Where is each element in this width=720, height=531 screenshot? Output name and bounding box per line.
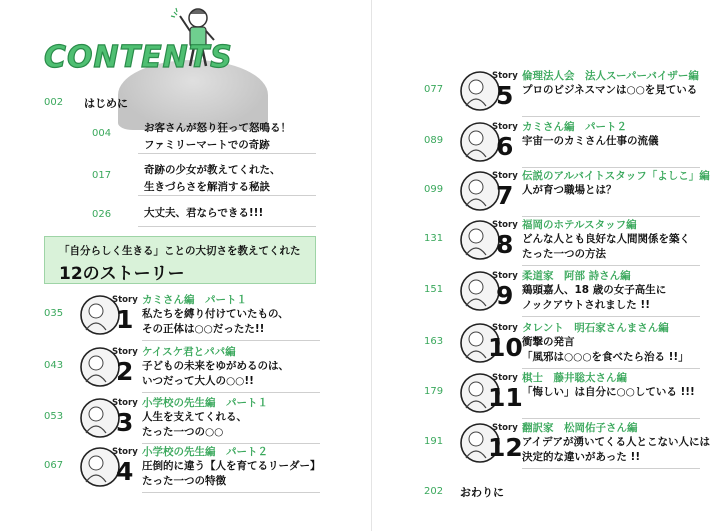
story-page-number: 043 (44, 360, 64, 371)
story-title: 小学校の先生編 パート２ (142, 446, 268, 458)
story-label: Story (112, 295, 138, 305)
divider (522, 316, 700, 317)
story-description (522, 134, 659, 149)
story-description-line: 「風邪は○○○を食べたら治る !!」 (522, 351, 689, 363)
story-title: 伝説のアルバイトスタッフ「よしこ」編 (522, 170, 710, 182)
divider (522, 468, 700, 469)
story-page-number: 131 (424, 233, 444, 244)
story-entry (44, 290, 324, 338)
story-description-line: どんな人とも良好な人間関係を築く (522, 233, 690, 245)
story-description (522, 83, 697, 98)
page-spine (371, 0, 372, 531)
story-label: Story (112, 347, 138, 357)
story-description (522, 385, 695, 400)
story-description-line: 衝撃の発言 (522, 336, 575, 348)
sub-item-text: 奇跡の少女が教えてくれた、 生きづらさを解消する秘訣 (144, 164, 281, 193)
story-number: 9 (496, 281, 514, 310)
sub-item-text: 大丈夫、君ならできる!!! (144, 207, 264, 219)
story-description-line: 鶏頭嘉人、18 歳の女子高生に (522, 284, 667, 296)
story-entry (424, 166, 710, 214)
story-page-number: 035 (44, 308, 64, 319)
story-page-number: 163 (424, 336, 444, 347)
story-description-line: 「悔しい」は自分に○○している !!! (522, 386, 695, 398)
story-number: 4 (116, 457, 134, 486)
story-label: Story (492, 220, 518, 230)
stories-banner (44, 236, 316, 284)
story-page-number: 053 (44, 411, 64, 422)
story-page-number: 077 (424, 84, 444, 95)
story-page-number: 191 (424, 436, 444, 447)
story-description-line: その正体は○○だったた!! (142, 323, 265, 335)
story-description (522, 435, 710, 465)
story-title: カミさん編 パート１ (142, 294, 247, 306)
story-entry (44, 342, 324, 390)
story-description (522, 283, 666, 313)
story-number: 8 (496, 230, 514, 259)
story-title: カミさん編 パート２ (522, 121, 627, 133)
story-number: 1 (116, 305, 134, 334)
story-number: 7 (496, 181, 514, 210)
story-label: Story (492, 71, 518, 81)
story-description-line: 子どもの未来をゆがめるのは、 (142, 360, 289, 372)
story-entry (424, 66, 704, 114)
story-entry (424, 418, 711, 466)
story-entry (44, 393, 324, 441)
divider (138, 195, 316, 196)
story-page-number: 151 (424, 284, 444, 295)
sub-item-page: 026 (92, 209, 112, 220)
story-title: ケイスケ君とパパ編 (142, 346, 236, 358)
banner-title: 12のストーリー (59, 264, 185, 284)
banner-subtitle: 「自分らしく生きる」ことの大切さを教えてくれた (59, 245, 301, 257)
story-label: Story (112, 398, 138, 408)
outro-title: おわりに (460, 486, 504, 499)
story-title: 小学校の先生編 パート１ (142, 397, 268, 409)
story-description (522, 232, 690, 262)
story-label: Story (492, 423, 518, 433)
story-label: Story (492, 373, 518, 383)
divider (142, 340, 320, 341)
story-label: Story (492, 122, 518, 132)
story-title: 倫理法人会 法人スーパーバイザー編 (522, 70, 699, 82)
story-title: 福岡のホテルスタッフ編 (522, 219, 637, 231)
story-description-line: ノックアウトされました !! (522, 299, 650, 311)
sub-item-page: 017 (92, 170, 112, 181)
story-description-line: たった一つの特徴 (142, 475, 226, 487)
story-entry (424, 318, 704, 366)
story-description-line: いつだって大人の○○!! (142, 375, 254, 387)
intro-title: はじめに (84, 97, 128, 110)
story-entry (424, 266, 704, 314)
story-description-line: 圧倒的に違う【人を育てるリーダー】 (142, 460, 321, 472)
story-label: Story (492, 323, 518, 333)
sub-item-text: お客さんが怒り狂って怒鳴る！ ファミリーマートでの奇跡 (144, 122, 291, 151)
outro-page-number: 202 (424, 486, 444, 497)
story-description-line: 人生を支えてくれる、 (142, 411, 247, 423)
story-title: 翻訳家 松岡佑子さん編 (522, 422, 638, 434)
story-description (142, 410, 247, 440)
story-description-line: 私たちを縛り付けていたもの、 (142, 308, 289, 320)
story-description-line: 宇宙一のカミさん仕事の流儀 (522, 135, 659, 147)
story-description (142, 307, 289, 337)
story-title: 柔道家 阿部 詩さん編 (522, 270, 631, 282)
story-description-line: たった一つの○○ (142, 426, 224, 438)
story-number: 6 (496, 132, 514, 161)
divider (138, 226, 316, 227)
story-description (142, 459, 321, 489)
divider (138, 153, 316, 154)
story-description (142, 359, 289, 389)
story-entry (424, 368, 704, 416)
story-entry (44, 442, 324, 490)
story-page-number: 099 (424, 184, 444, 195)
story-page-number: 089 (424, 135, 444, 146)
intro-page-number: 002 (44, 97, 64, 108)
story-title: タレント 明石家さんまさん編 (522, 322, 669, 334)
divider (142, 492, 320, 493)
story-page-number: 179 (424, 386, 444, 397)
story-description-line: 人が育つ職場とは？ (522, 184, 617, 196)
story-description (522, 335, 689, 365)
sub-item-page: 004 (92, 128, 112, 139)
story-label: Story (112, 447, 138, 457)
story-number: 11 (488, 383, 523, 412)
story-page-number: 067 (44, 460, 64, 471)
story-description-line: 決定的な違いがあった !! (522, 451, 641, 463)
story-number: 10 (488, 333, 523, 362)
story-title: 棋士 藤井聡太さん編 (522, 372, 627, 384)
story-description-line: アイデアが湧いてくる人とこない人には (522, 436, 711, 448)
contents-heading: CONTENTS (44, 40, 233, 75)
story-label: Story (492, 271, 518, 281)
story-number: 2 (116, 357, 134, 386)
story-number: 12 (488, 433, 523, 462)
story-description-line: プロのビジネスマンは○○を見ている (522, 84, 698, 96)
story-number: 3 (116, 408, 134, 437)
story-number: 5 (496, 81, 514, 110)
story-entry (424, 215, 704, 263)
story-entry (424, 117, 704, 165)
story-description (522, 183, 617, 198)
story-description-line: たった一つの方法 (522, 248, 606, 260)
story-label: Story (492, 171, 518, 181)
